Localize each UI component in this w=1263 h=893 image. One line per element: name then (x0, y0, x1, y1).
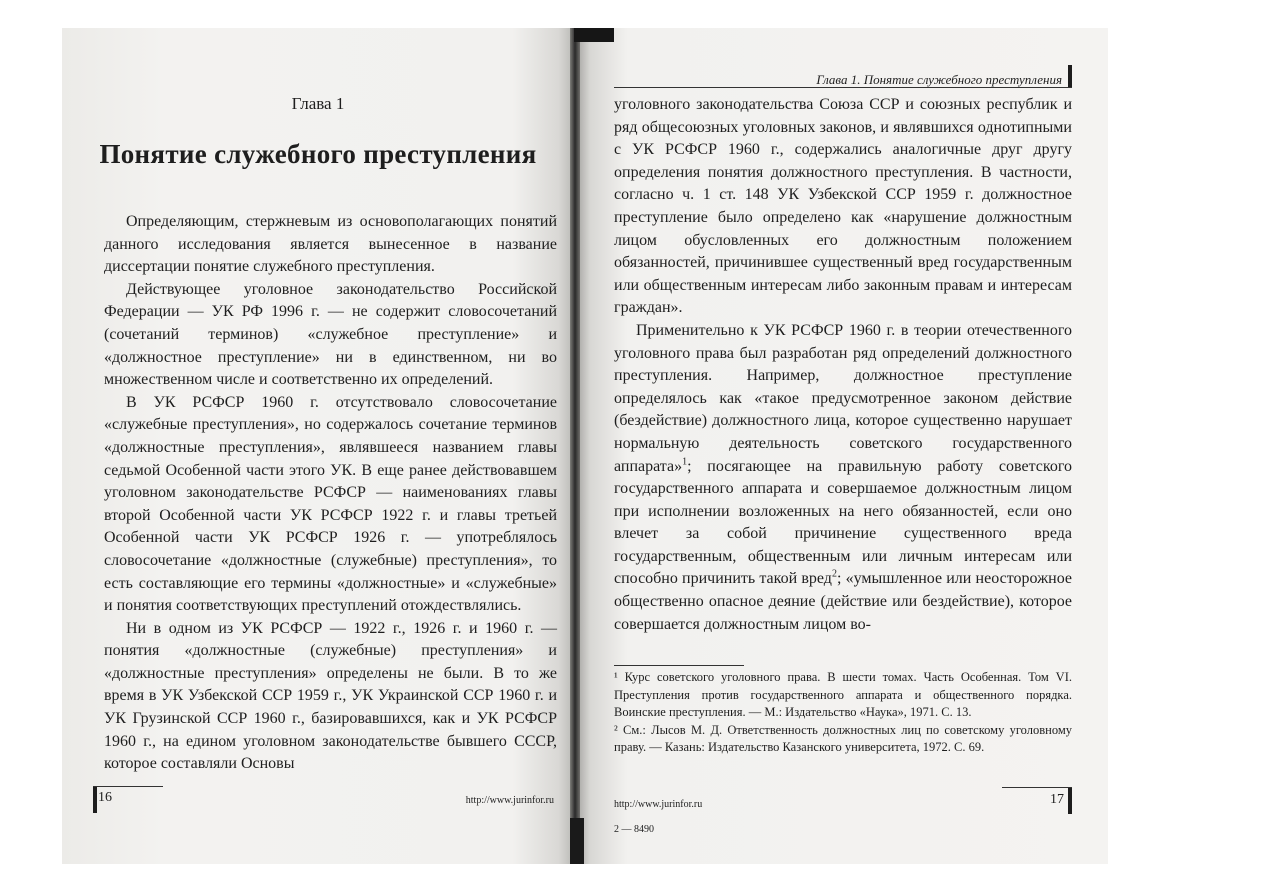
footnotes (614, 669, 1072, 757)
running-head-bar (1068, 65, 1072, 87)
left-page-number-bar (93, 787, 97, 813)
right-paragraph (614, 320, 1072, 636)
footnote: ² См.: Лысов М. Д. Ответственность должностных лиц по советскому уголовному праву. — Казань: Издательство Казанского университета, 1972. С. 69. (614, 722, 1072, 754)
running-head: Глава 1. Понятие служебного преступления (816, 72, 1062, 87)
paragraph-text: ; «умышленное или неосторожное общественно опасное деяние (действие или бездействие), которое совершается должностным лицом во- (614, 570, 1072, 633)
right-paragraph: уголовного законодательства Союза ССР и союзных республик и ряд общесоюзных уголовных законов, и являвшихся однотипными с УК РСФСР 1960 г., содержались аналогичные друг другу определения понятия должностного преступления. В частности, согласно ч. 1 ст. 148 УК Узбекской ССР 1959 г. должностное преступление было определено как «нарушение должностным лицом обусловленных его должностным положением обязанностей, причинившее существенный вред государственным или общественным интересам либо законным правам и интересам граждан». (614, 96, 1072, 317)
book-gutter (570, 28, 580, 864)
gutter-shadow-bottom (570, 818, 584, 864)
paragraph-text: ; посягающее на правильную работу советского государственного аппарата и совершаемое должностным лицом при исполнении возложенных на него обязанностей, если оно влечет за собой причинение существенного вреда государственным, общественным или личным интересам или способно причинить такой вред (614, 457, 1072, 588)
right-footer-url: http://www.jurinfor.ru (614, 799, 703, 810)
left-paragraph: Ни в одном из УК РСФСР — 1922 г., 1926 г. и 1960 г. — понятия «должностные (служебные) преступления» и «должностные преступления» определены не были. В то же время в УК Узбекской ССР 1959 г., УК Украинской ССР 1960 г. и УК Грузинской ССР 1960 г., базировавшихся, как и УК РСФСР 1960 г., на едином уголовном законодательстве бывшего СССР, которое составляли Основы (104, 619, 557, 773)
running-head-rule (614, 87, 1072, 88)
footnote-ref-2: 2 (831, 569, 837, 581)
left-footer-url: http://www.jurinfor.ru (465, 795, 554, 806)
gutter-shadow-top (574, 28, 614, 42)
left-paragraph: Определяющим, стержневым из основополагающих понятий данного исследования является вынесенное в название диссертации понятие служебного преступления. (104, 213, 557, 276)
left-paragraph: В УК РСФСР 1960 г. отсутствовало словосочетание «служебные преступления», но содержалось сочетание терминов «должностные преступления», являвшееся названием главы седьмой Особенной части этого УК. В еще ранее действовавшем уголовном законодательстве РСФСР — наименованиях главы второй Особенной части УК РСФСР 1922 г. и главы третьей Особенной части УК РСФСР 1926 г. — употреблялось словосочетание «должностные (служебные) преступления», то есть составляющие его термины «должностные» и «служебные» и понятия соответствующих преступлений отождествлялись. (104, 393, 557, 615)
right-footer-rule (1002, 787, 1072, 788)
footnote-ref-1: 1 (682, 456, 688, 468)
left-body-text (104, 211, 557, 776)
left-footer-rule (93, 786, 163, 787)
right-page-number-bar (1068, 788, 1072, 814)
signature-mark: 2 — 8490 (614, 824, 654, 835)
left-page-number: 16 (98, 790, 112, 805)
footnote: ¹ Курс советского уголовного права. В шести томах. Часть Особенная. Том VI. Преступления против государственного аппарата и общественного порядка. Воинские преступления. — М.: Издательство «Наука», 1971. С. 13. (614, 670, 1072, 719)
chapter-title: Понятие служебного преступления (99, 139, 537, 169)
left-page (62, 28, 574, 864)
right-page-number: 17 (1050, 792, 1064, 807)
left-paragraph: Действующее уголовное законодательство Российской Федерации — УК РФ 1996 г. — не содержит словосочетаний (сочетаний терминов) «служебное преступление» и «должностное преступление» ни в единственном, ни во множественном числе и соответственно их определений. (104, 280, 557, 389)
right-page (574, 28, 1108, 864)
book-spread (62, 28, 1108, 864)
right-body-text (614, 94, 1072, 636)
paragraph-text: Применительно к УК РСФСР 1960 г. в теории отечественного уголовного права был разработан ряд определений должностного преступления. Например, должностное преступление определялось как «такое предусмотренное законом действие (бездействие) должностного лица, которое существенно нарушает нормальную деятельность советского государственного аппарата» (614, 321, 1072, 475)
footnote-rule (614, 665, 744, 666)
chapter-label: Глава 1 (291, 94, 345, 113)
